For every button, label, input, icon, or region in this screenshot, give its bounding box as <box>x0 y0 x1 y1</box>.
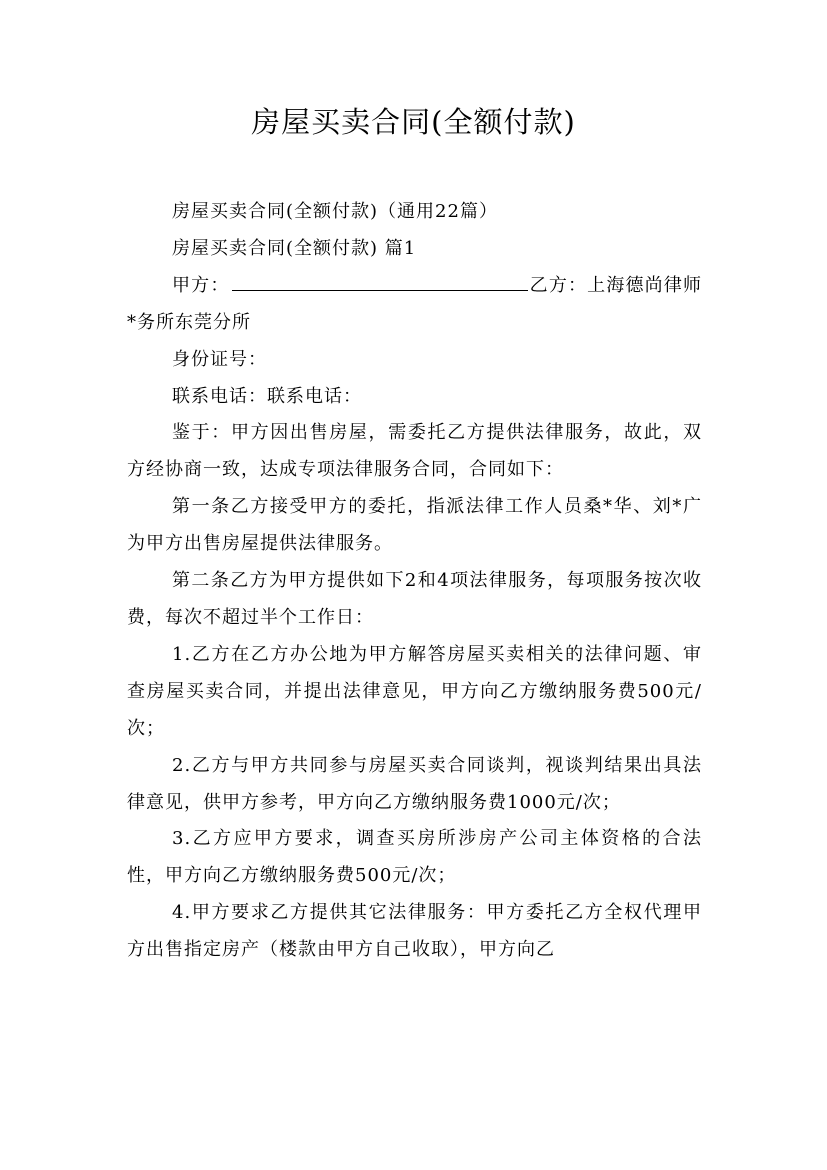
document-title: 房屋买卖合同(全额付款) <box>251 105 576 139</box>
party-a-blank-line <box>232 270 528 291</box>
paragraph-phone: 联系电话：联系电话： <box>172 385 362 407</box>
document-body <box>127 194 702 969</box>
paragraph-parties <box>127 268 702 342</box>
paragraph-item-4: 4.甲方要求乙方提供其它法律服务：甲方委托乙方全权代理甲方出售指定房产（楼款由甲方自己收取），甲方向乙 <box>127 902 702 961</box>
party-b-text: 乙方：上海德尚律师*务所东莞分所 <box>127 274 702 333</box>
paragraph-item-2: 2.乙方与甲方共同参与房屋买卖合同谈判，视谈判结果出具法律意见，供甲方参考，甲方向乙方缴纳服务费1000元/次； <box>127 754 702 813</box>
paragraph-article-2: 第二条乙方为甲方提供如下2和4项法律服务，每项服务按次收费，每次不超过半个工作日： <box>127 570 702 628</box>
paragraph-whereas: 鉴于：甲方因出售房屋，需委托乙方提供法律服务，故此，双方经协商一致，达成专项法律服务合同，合同如下： <box>127 422 702 481</box>
party-a-label: 甲方： <box>172 274 230 296</box>
paragraph-article-1: 第一条乙方接受甲方的委托，指派法律工作人员桑*华、刘*广为甲方出售房屋提供法律服务。 <box>127 496 702 555</box>
paragraph-heading: 房屋买卖合同(全额付款) 篇1 <box>172 237 417 259</box>
paragraph-id-number: 身份证号： <box>172 348 267 370</box>
paragraph-item-3: 3.乙方应甲方要求，调查买房所涉房产公司主体资格的合法性，甲方向乙方缴纳服务费500元/次； <box>127 828 702 887</box>
paragraph-item-1: 1.乙方在乙方办公地为甲方解答房屋买卖相关的法律问题、审查房屋买卖合同，并提出法律意见，甲方向乙方缴纳服务费500元/次； <box>127 643 702 739</box>
paragraph-subtitle: 房屋买卖合同(全额付款)（通用22篇） <box>172 201 498 222</box>
